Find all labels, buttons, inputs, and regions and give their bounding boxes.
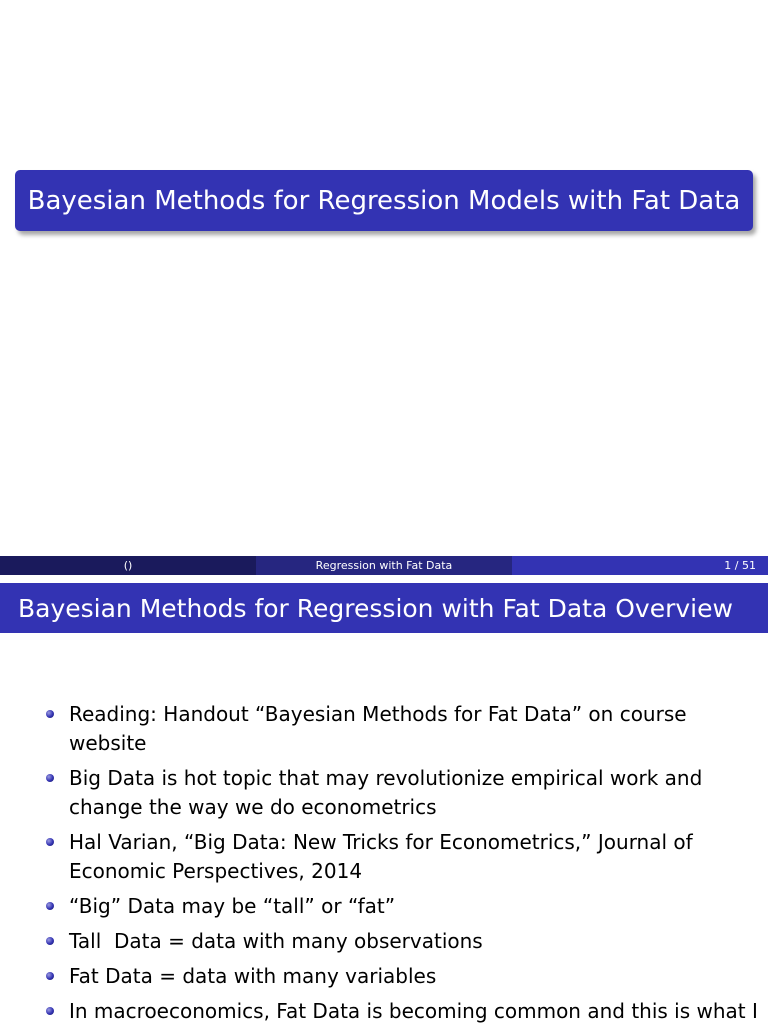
footer-page-number	[512, 556, 768, 575]
list-item	[0, 700, 768, 758]
page-number-text: 1 / 51	[724, 559, 756, 572]
frame-title: Bayesian Methods for Regression with Fat Data Overview	[18, 593, 733, 623]
bullet-icon	[46, 774, 54, 782]
list-item	[0, 892, 768, 921]
list-item	[0, 997, 768, 1026]
bullet-icon	[46, 710, 54, 718]
footer-author	[0, 556, 256, 575]
frame-title-bar	[0, 583, 768, 633]
list-item	[0, 927, 768, 956]
bullet-text: “Big” Data may be “tall” or “fat”	[69, 894, 396, 918]
bullet-text: Tall Data = data with many observations	[69, 929, 483, 953]
title-box	[15, 170, 753, 231]
bullet-text: Reading: Handout “Bayesian Methods for Fat Data” on course website	[69, 702, 687, 755]
footer-short-title	[256, 556, 512, 575]
bullet-text: In macroeconomics, Fat Data is becoming common and this is what I	[69, 999, 758, 1023]
presentation-title: Bayesian Methods for Regression Models with Fat Data	[27, 185, 741, 216]
bullet-icon	[46, 937, 54, 945]
bullet-text: Hal Varian, “Big Data: New Tricks for Econometrics,” Journal of Economic Perspectives, 2014	[69, 830, 693, 883]
slide-footer	[0, 556, 768, 575]
list-item	[0, 764, 768, 822]
bullet-icon	[46, 1007, 54, 1015]
list-item	[0, 828, 768, 886]
bullet-text: Big Data is hot topic that may revolutionize empirical work and change the way we do econometrics	[69, 766, 703, 819]
footer-short-title-text: Regression with Fat Data	[315, 559, 453, 572]
bullet-icon	[46, 902, 54, 910]
bullet-icon	[46, 838, 54, 846]
footer-author-text: ()	[123, 559, 133, 572]
bullet-list	[0, 700, 768, 1032]
bullet-text: Fat Data = data with many variables	[69, 964, 437, 988]
list-item	[0, 962, 768, 991]
bullet-icon	[46, 972, 54, 980]
